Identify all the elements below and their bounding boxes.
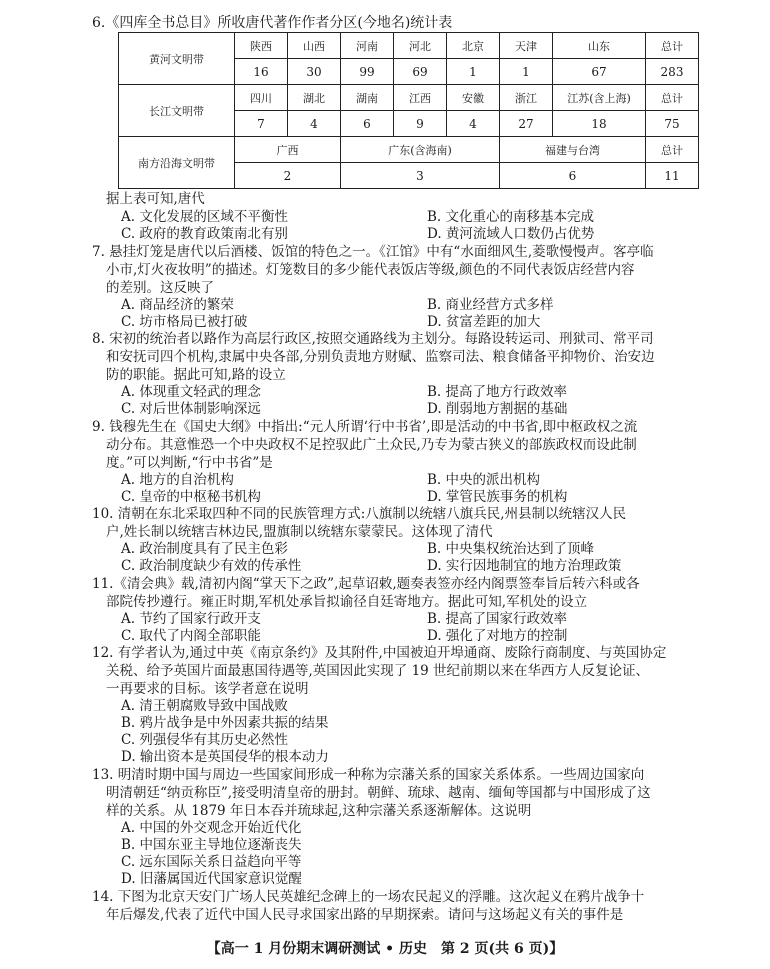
option-d: D. 贫富差距的加大: [427, 314, 541, 330]
table-value-cell: 99: [341, 59, 394, 85]
question-13-line: 明清朝廷“纳贡称臣”,接受明清皇帝的册封。朝鲜、琉球、越南、缅甸等国都与中国形成了这: [106, 785, 651, 801]
question-12-line: 12. 有学者认为,通过中英《南京条约》及其附件,中国被迫开埠通商、废除行商制度、与英国协定: [92, 645, 667, 661]
table-value-cell: 9: [394, 111, 447, 137]
option-b: B. 提高了国家行政效率: [427, 611, 568, 627]
table-header-cell: 浙江: [500, 85, 553, 111]
table-row: [119, 85, 699, 111]
table-header-cell: 广东(含海南): [341, 137, 500, 163]
question-10-line: 10. 清朝在东北采取四种不同的民族管理方式:八旗制以统辖八旗兵民,州县制以统辖汉人民: [92, 506, 627, 522]
table-value-cell: 283: [646, 59, 699, 85]
table-value-cell: 6: [500, 163, 646, 189]
option-d: D. 旧藩属国近代国家意识觉醒: [121, 871, 302, 887]
question-8-line: 防的职能。据此可知,路的设立: [106, 367, 286, 383]
table-header-cell: 天津: [500, 33, 553, 59]
option-c: C. 列强侵华有其历史必然性: [121, 732, 288, 748]
option-a: A. 节约了国家行政开支: [121, 611, 261, 627]
option-c: C. 皇帝的中枢秘书机构: [121, 489, 261, 505]
question-12-line: 一再要求的目标。该学者意在说明: [106, 681, 309, 697]
question-6-stem: 据上表可知,唐代: [106, 191, 205, 207]
table-header-cell: 江苏(含上海): [553, 85, 646, 111]
table-header-cell: 河北: [394, 33, 447, 59]
table-value-cell: 67: [553, 59, 646, 85]
table-header-cell: 河南: [341, 33, 394, 59]
option-d: D. 黄河流域人口数仍占优势: [427, 226, 595, 242]
region-label-nanfang: 南方沿海文明带: [119, 137, 235, 189]
question-9-line: 9. 钱穆先生在《国史大纲》中指出:“元人所谓‘行中书省’,即是活动的中书省,即中枢政权之流: [92, 419, 638, 435]
page-footer: 【高一 1 月份期末调研测试 • 历史 第 2 页(共 6 页)】: [206, 941, 564, 957]
question-13-line: 13. 明清时期中国与周边一些国家间形成一种称为宗藩关系的国家关系体系。一些周边国家向: [92, 767, 645, 783]
option-c: C. 政府的教育政策南北有别: [121, 226, 288, 242]
table-header-cell: 山西: [288, 33, 341, 59]
table-value-cell: 1: [500, 59, 553, 85]
option-c: C. 坊市格局已被打破: [121, 314, 248, 330]
option-a: A. 清王朝腐败导致中国战败: [121, 698, 288, 714]
author-statistics-table: [118, 32, 699, 189]
table-value-cell: 4: [447, 111, 500, 137]
question-9-line: 度。”可以判断,“行中书省”是: [106, 455, 273, 471]
table-value-cell: 11: [646, 163, 699, 189]
table-header-cell: 陕西: [235, 33, 288, 59]
table-header-cell: 湖南: [341, 85, 394, 111]
question-14-line: 14. 下图为北京天安门广场人民英雄纪念碑上的一场农民起义的浮雕。这次起义在鸦片战争十: [92, 889, 645, 905]
table-row: [119, 33, 699, 59]
option-a: A. 商品经济的繁荣: [121, 297, 234, 313]
option-a: A. 体现重文轻武的理念: [121, 384, 261, 400]
option-a: A. 地方的自治机构: [121, 472, 234, 488]
option-d: D. 削弱地方割据的基础: [427, 401, 568, 417]
table-value-cell: 2: [235, 163, 341, 189]
table-value-cell: 69: [394, 59, 447, 85]
table-header-cell: 江西: [394, 85, 447, 111]
question-13-line: 样的关系。从 1879 年日本吞并琉球起,这种宗藩关系逐渐解体。这说明: [106, 803, 532, 819]
question-11-line: 11.《清会典》载,清初内阁“掌天下之政”,起草诏敕,题奏表签亦经内阁票签奉旨后转六科或各: [92, 576, 640, 592]
question-7-line: 的差别。这反映了: [106, 280, 214, 296]
option-b: B. 中央集权统治达到了顶峰: [427, 541, 595, 557]
table-value-cell: 7: [235, 111, 288, 137]
table-value-cell: 6: [341, 111, 394, 137]
option-d: D. 强化了对地方的控制: [427, 628, 568, 644]
question-7-line: 小市,灯火夜妆明”的描述。灯笼数目的多少能代表饭店等级,颜色的不同代表饭店经营内容: [106, 262, 635, 278]
table-header-cell: 福建与台湾: [500, 137, 646, 163]
table-header-cell: 山东: [553, 33, 646, 59]
table-value-cell: 18: [553, 111, 646, 137]
region-label-huanghe: 黄河文明带: [119, 33, 235, 85]
question-11-line: 部院传抄遵行。雍正时期,军机处承旨拟谕径自廷寄地方。据此可知,军机处的设立: [106, 594, 588, 610]
option-b: B. 文化重心的南移基本完成: [427, 209, 595, 225]
question-7-line: 7. 悬挂灯笼是唐代以后酒楼、饭馆的特色之一。《江馆》中有“水面细风生,菱歌慢慢声。客亭临: [92, 244, 654, 260]
option-c: C. 政治制度缺少有效的传承性: [121, 558, 302, 574]
question-8-line: 8. 宋初的统治者以路作为高层行政区,按照交通路线为主划分。每路设转运司、刑狱司、常平司: [92, 331, 654, 347]
table-header-cell: 安徽: [447, 85, 500, 111]
option-b: B. 中央的派出机构: [427, 472, 541, 488]
option-d: D. 输出资本是英国侵华的根本动力: [121, 749, 329, 765]
table-header-cell: 北京: [447, 33, 500, 59]
table-value-cell: 4: [288, 111, 341, 137]
question-8-line: 和安抚司四个机构,隶属中央各部,分别负责地方财赋、监察司法、粮食储备平抑物价、治安边: [106, 349, 655, 365]
table-header-cell: 四川: [235, 85, 288, 111]
table-value-cell: 3: [341, 163, 500, 189]
option-d: D. 实行因地制宜的地方治理政策: [427, 558, 622, 574]
table-header-cell: 湖北: [288, 85, 341, 111]
table-value-cell: 16: [235, 59, 288, 85]
table-value-cell: 75: [646, 111, 699, 137]
option-d: D. 掌管民族事务的机构: [427, 489, 568, 505]
option-c: C. 远东国际关系日益趋向平等: [121, 854, 302, 870]
option-c: C. 取代了内阁全部职能: [121, 628, 261, 644]
question-14-line: 年后爆发,代表了近代中国人民寻求国家出路的早期探索。请问与这场起义有关的事件是: [106, 907, 624, 923]
option-a: A. 中国的外交观念开始近代化: [121, 820, 302, 836]
option-a: A. 文化发展的区域不平衡性: [121, 209, 288, 225]
option-b: B. 中国东亚主导地位逐渐丧失: [121, 837, 302, 853]
region-label-changjiang: 长江文明带: [119, 85, 235, 137]
question-12-line: 关税、给予英国片面最惠国待遇等,英国因此实现了 19 世纪前期以来在华西方人反复论证、: [106, 663, 650, 679]
question-6-title: 6.《四库全书总目》所收唐代著作作者分区(今地名)统计表: [92, 15, 453, 31]
table-header-cell: 广西: [235, 137, 341, 163]
option-b: B. 提高了地方行政效率: [427, 384, 568, 400]
option-b: B. 商业经营方式多样: [427, 297, 554, 313]
question-10-line: 户,姓长制以统辖吉林边民,盟旗制以统辖东蒙蒙民。这体现了清代: [106, 524, 493, 540]
option-b: B. 鸦片战争是中外因素共振的结果: [121, 715, 329, 731]
table-value-cell: 1: [447, 59, 500, 85]
question-9-line: 动分布。其意惟恐一个中央政权不足控驭此广土众民,乃专为蒙古狭义的部族政权而设此制: [106, 437, 637, 453]
table-value-cell: 27: [500, 111, 553, 137]
option-c: C. 对后世体制影响深远: [121, 401, 261, 417]
table-row: [119, 137, 699, 163]
table-value-cell: 30: [288, 59, 341, 85]
table-header-cell: 总计: [646, 33, 699, 59]
table-header-cell: 总计: [646, 85, 699, 111]
table-header-cell: 总计: [646, 137, 699, 163]
option-a: A. 政治制度具有了民主色彩: [121, 541, 288, 557]
